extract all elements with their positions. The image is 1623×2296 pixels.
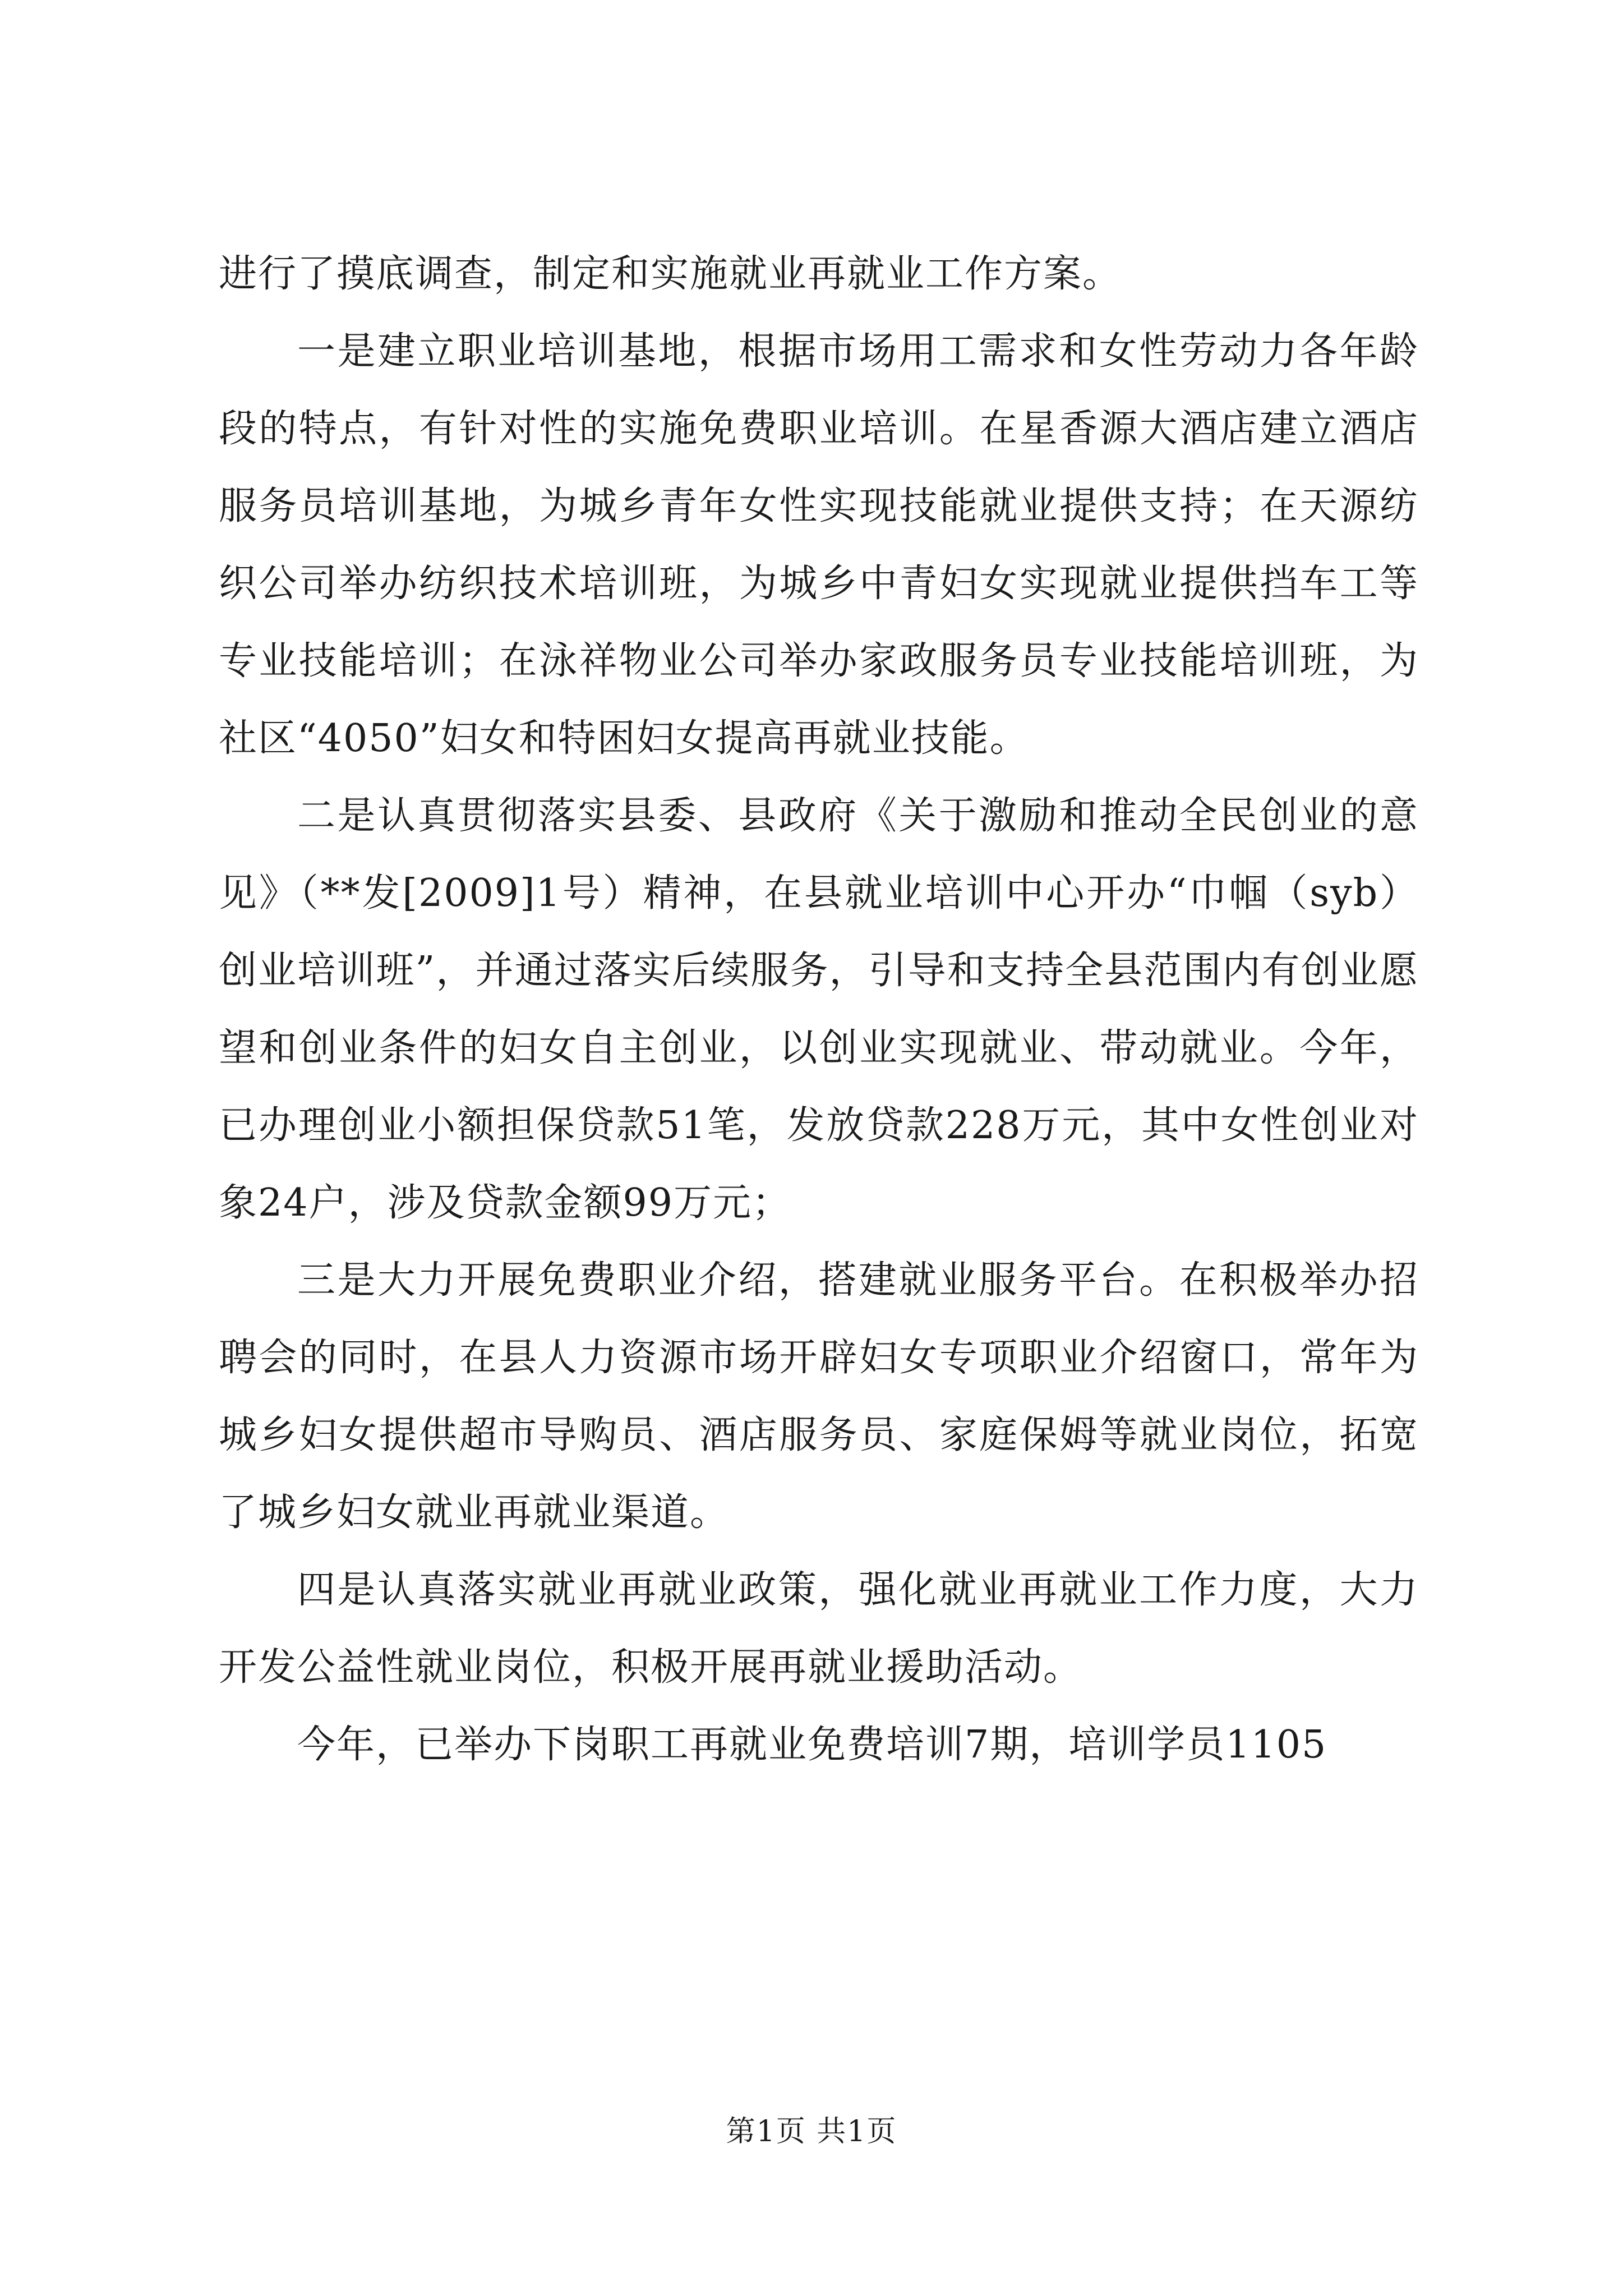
document-body [219,236,1419,1784]
paragraph-1: 一是建立职业培训基地，根据市场用工需求和女性劳动力各年龄段的特点，有针对性的实施免费职业培训。在星香源大酒店建立酒店服务员培训基地，为城乡青年女性实现技能就业提供支持；在天源纺织公司举办纺织技术培训班，为城乡中青妇女实现就业提供挡车工等专业技能培训；在泳祥物业公司举办家政服务员专业技能培训班，为社区“4050”妇女和特困妇女提高再就业技能。 [219,329,1419,761]
page-footer: 第1页 共1页 [726,2115,897,2148]
paragraph-5: 今年，已举办下岗职工再就业免费培训7期，培训学员1105 [297,1723,1327,1767]
paragraph-3: 三是大力开展免费职业介绍，搭建就业服务平台。在积极举办招聘会的同时，在县人力资源市场开辟妇女专项职业介绍窗口，常年为城乡妇女提供超市导购员、酒店服务员、家庭保姆等就业岗位，拓宽了城乡妇女就业再就业渠道。 [219,1258,1419,1535]
paragraph-0: 进行了摸底调查，制定和实施就业再就业工作方案。 [219,252,1122,296]
paragraph-4: 四是认真落实就业再就业政策，强化就业再就业工作力度，大力开发公益性就业岗位，积极开展再就业援助活动。 [219,1568,1419,1690]
paragraph-2: 二是认真贯彻落实县委、县政府《关于激励和推动全民创业的意见》（**发[2009]1号）精神，在县就业培训中心开办“巾帼（syb）创业培训班”，并通过落实后续服务，引导和支持全县范围内有创业愿望和创业条件的妇女自主创业，以创业实现就业、带动就业。今年，已办理创业小额担保贷款51笔，发放贷款228万元，其中女性创业对象24户，涉及贷款金额99万元； [219,794,1419,1225]
